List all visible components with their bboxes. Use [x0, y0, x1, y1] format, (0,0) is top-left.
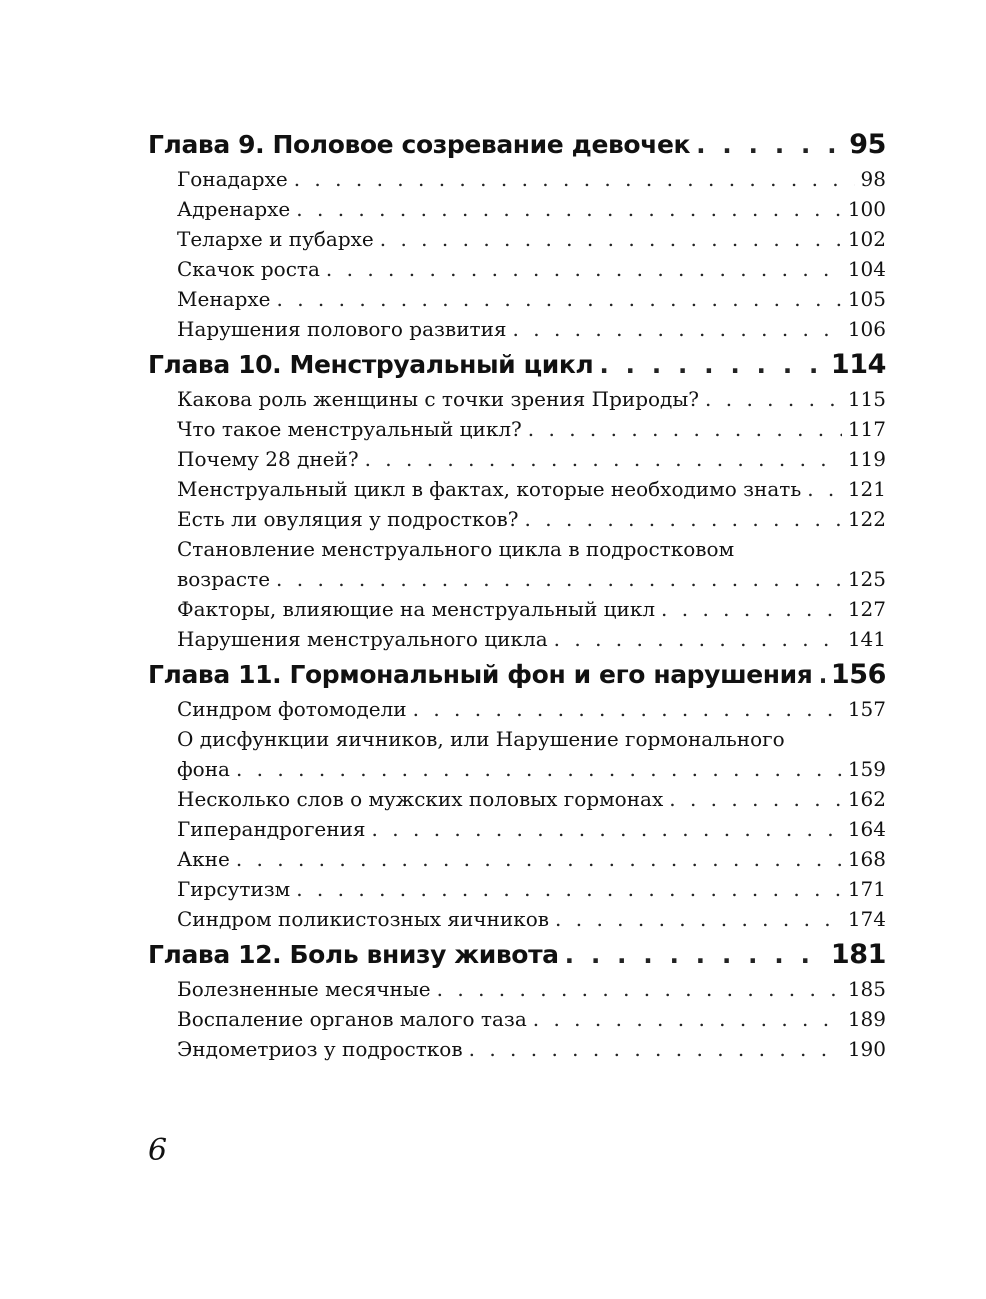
entry-page-number: 174	[847, 907, 886, 931]
toc-entry	[148, 414, 886, 444]
dot-leader	[807, 474, 842, 504]
entry-title: Гирсутизм	[177, 877, 291, 901]
entry-title: Нарушения полового развития	[177, 317, 507, 341]
entry-title: Менархе	[177, 287, 271, 311]
entry-page-number: 157	[847, 697, 886, 721]
entry-page-number: 100	[847, 197, 886, 221]
entry-title: Скачок роста	[177, 257, 320, 281]
toc-entry	[148, 314, 886, 344]
entry-page-number: 98	[860, 167, 886, 191]
entry-title: Нарушения менструального цикла	[177, 627, 548, 651]
entry-title: Почему 28 дней?	[177, 447, 359, 471]
dot-leader	[513, 314, 842, 344]
toc-entry	[148, 224, 886, 254]
toc-entry	[148, 164, 886, 194]
entry-title: Синдром фотомодели	[177, 697, 407, 721]
chapter-9	[148, 128, 886, 344]
chapter-page-number: 156	[830, 659, 886, 690]
toc-entry	[148, 1004, 886, 1034]
dot-leader	[599, 348, 825, 382]
entry-page-number: 104	[847, 257, 886, 281]
entry-page-number: 102	[847, 227, 886, 251]
toc-entry	[148, 474, 886, 504]
chapter-12	[148, 938, 886, 1064]
entry-title: Менструальный цикл в фактах, которые необходимо знать	[177, 477, 802, 501]
entry-page-number: 171	[847, 877, 886, 901]
entry-title: Адренархе	[177, 197, 291, 221]
toc-entry	[148, 384, 886, 414]
entry-page-number: 125	[847, 567, 886, 591]
dot-leader	[296, 874, 842, 904]
entry-page-number: 185	[847, 977, 886, 1001]
chapter-page-number: 95	[849, 129, 886, 160]
dot-leader	[236, 754, 842, 784]
toc-entry	[148, 904, 886, 934]
dot-leader	[528, 414, 842, 444]
entry-page-number: 159	[847, 757, 886, 781]
dot-leader	[554, 624, 842, 654]
dot-leader	[818, 658, 824, 692]
entry-title: Какова роль женщины с точки зрения Природы?	[177, 387, 700, 411]
chapter-10	[148, 348, 886, 654]
page-number: 6	[148, 1133, 168, 1168]
entry-page-number: 105	[847, 287, 886, 311]
dot-leader	[296, 194, 842, 224]
chapter-title: Глава 9. Половое созревание девочек	[148, 130, 691, 159]
entry-page-number: 190	[847, 1037, 886, 1061]
entry-page-number: 117	[847, 417, 886, 441]
chapter-page-number: 114	[830, 349, 886, 380]
dot-leader	[661, 594, 842, 624]
entry-page-number: 121	[847, 477, 886, 501]
toc-entry	[148, 974, 886, 1004]
entry-title: Гиперандрогения	[177, 817, 366, 841]
chapter-title: Глава 12. Боль внизу живота	[148, 940, 559, 969]
chapter-heading	[148, 938, 886, 972]
entry-page-number: 115	[847, 387, 886, 411]
entry-title: Факторы, влияющие на менструальный цикл	[177, 597, 656, 621]
chapter-heading	[148, 128, 886, 162]
toc-entry	[148, 594, 886, 624]
toc-entry	[148, 194, 886, 224]
dot-leader	[565, 938, 825, 972]
toc-entry	[148, 534, 886, 594]
entry-page-number: 164	[847, 817, 886, 841]
entry-title: Гонадархе	[177, 167, 288, 191]
toc-entry	[148, 624, 886, 654]
dot-leader	[294, 164, 855, 194]
entry-page-number: 189	[847, 1007, 886, 1031]
toc-entry	[148, 284, 886, 314]
entry-title: Несколько слов о мужских половых гормонах	[177, 787, 664, 811]
toc-entry	[148, 254, 886, 284]
toc-entry	[148, 814, 886, 844]
dot-leader	[469, 1034, 842, 1064]
entry-page-number: 162	[847, 787, 886, 811]
entry-title: Воспаление органов малого таза	[177, 1007, 527, 1031]
entry-title-continued: фона	[177, 757, 230, 781]
dot-leader	[326, 254, 842, 284]
entry-page-number: 106	[847, 317, 886, 341]
entry-continuation	[177, 564, 886, 594]
toc-entry	[148, 844, 886, 874]
entry-page-number: 141	[847, 627, 886, 651]
entry-continuation	[177, 754, 886, 784]
entry-title: Эндометриоз у подростков	[177, 1037, 463, 1061]
toc-entry	[148, 724, 886, 784]
entry-page-number: 119	[847, 447, 886, 471]
dot-leader	[236, 844, 842, 874]
toc-entry	[148, 1034, 886, 1064]
dot-leader	[413, 694, 842, 724]
dot-leader	[277, 284, 842, 314]
entry-title: Синдром поликистозных яичников	[177, 907, 550, 931]
entry-page-number: 127	[847, 597, 886, 621]
chapter-heading	[148, 658, 886, 692]
entry-title: Телархе и пубархе	[177, 227, 374, 251]
chapter-heading	[148, 348, 886, 382]
table-of-contents	[148, 128, 886, 1068]
dot-leader	[525, 504, 842, 534]
dot-leader	[705, 384, 842, 414]
toc-entry	[148, 784, 886, 814]
dot-leader	[276, 564, 842, 594]
dot-leader	[669, 784, 842, 814]
dot-leader	[696, 128, 843, 162]
entry-title-continued: возрасте	[177, 567, 271, 591]
dot-leader	[380, 224, 842, 254]
entry-title: Болезненные месячные	[177, 977, 431, 1001]
dot-leader	[365, 444, 842, 474]
toc-entry	[148, 504, 886, 534]
dot-leader	[533, 1004, 842, 1034]
entry-title: Акне	[177, 847, 230, 871]
chapter-title: Глава 11. Гормональный фон и его нарушения	[148, 660, 813, 689]
chapter-page-number: 181	[830, 939, 886, 970]
entry-page-number: 122	[847, 507, 886, 531]
entry-title: Есть ли овуляция у подростков?	[177, 507, 519, 531]
entry-title: О дисфункции яичников, или Нарушение гормонального	[177, 727, 785, 751]
chapter-11	[148, 658, 886, 934]
chapter-title: Глава 10. Менструальный цикл	[148, 350, 594, 379]
toc-entry	[148, 694, 886, 724]
toc-entry	[148, 874, 886, 904]
entry-title: Становление менструального цикла в подростковом	[177, 537, 735, 561]
dot-leader	[437, 974, 842, 1004]
entry-page-number: 168	[847, 847, 886, 871]
dot-leader	[372, 814, 842, 844]
entry-title: Что такое менструальный цикл?	[177, 417, 522, 441]
toc-entry	[148, 444, 886, 474]
dot-leader	[555, 904, 842, 934]
